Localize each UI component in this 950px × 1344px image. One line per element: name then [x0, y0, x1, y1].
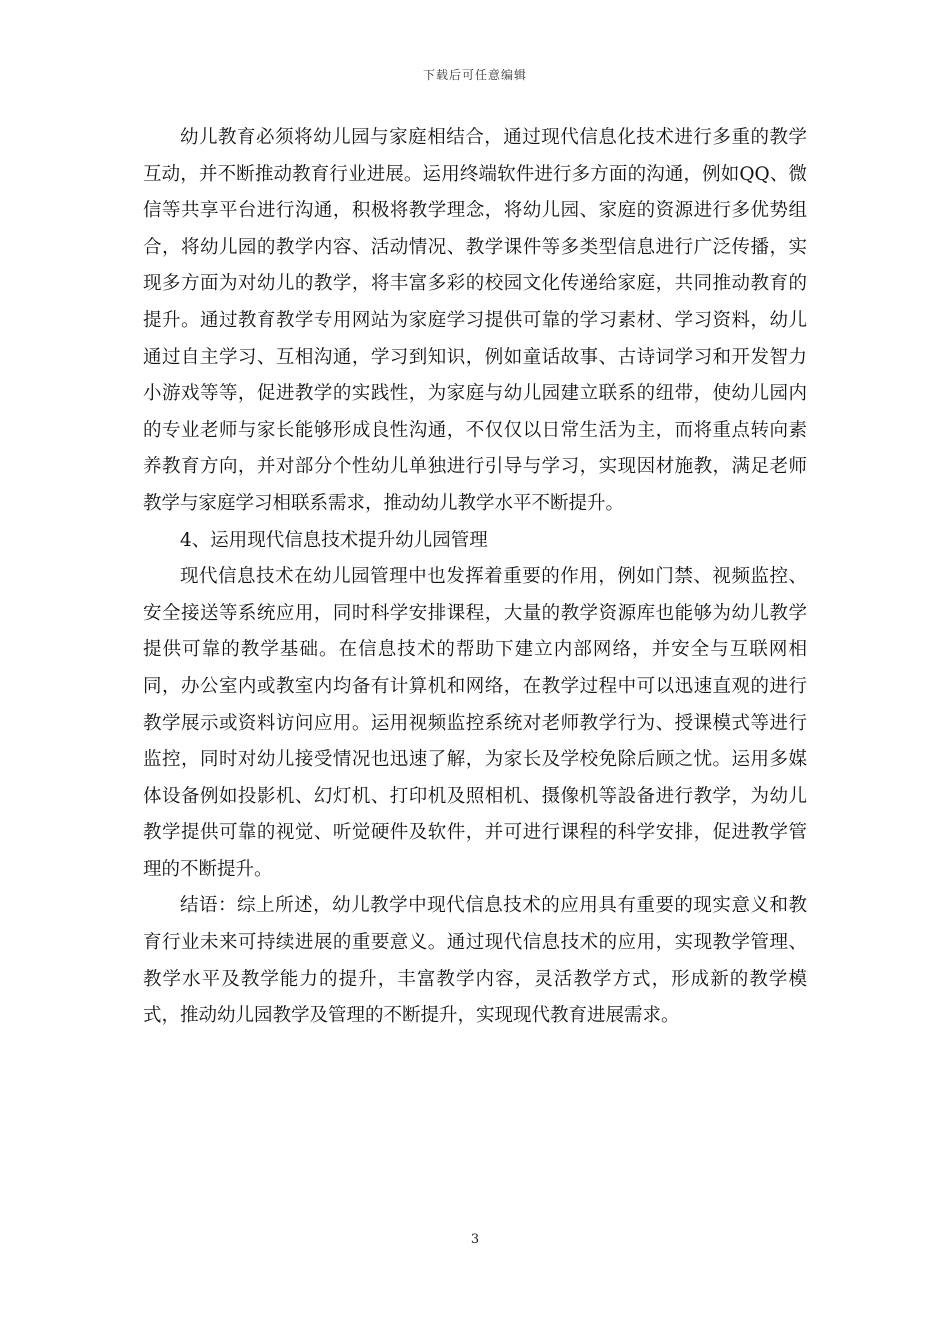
page-header: 下载后可任意编辑: [422, 68, 527, 82]
page-number: 3: [470, 1232, 480, 1247]
paragraph-home-school-interaction: 幼儿教育必须将幼儿园与家庭相结合，通过现代信息化技术进行多重的教学互动，并不断推动教育行业进展。运用终端软件进行多方面的沟通，例如QQ、微信等共享平台进行沟通，积极将教学理念，将幼儿园、家庭的资源进行多优势组合，将幼儿园的教学内容、活动情况、教学课件等多类型信息进行广泛传播，实现多方面为对幼儿的教学，将丰富多彩的校园文化传递给家庭，共同推动教育的提升。通过教育教学专用网站为家庭学习提供可靠的学习素材、学习资料，幼儿通过自主学习、互相沟通，学习到知识，例如童话故事、古诗词学习和开发智力小游戏等等，促进教学的实践性，为家庭与幼儿园建立联系的纽带，使幼儿园内的专业老师与家长能够形成良性沟通，不仅仅以日常生活为主，而将重点转向素养教育方向，并对部分个性幼儿单独进行引导与学习，实现因材施教，满足老师教学与家庭学习相联系需求，推动幼儿教学水平不断提升。: [143, 127, 807, 514]
section-heading-management: 4、运用现代信息技术提升幼儿园管理: [180, 529, 488, 551]
paragraph-management: 现代信息技术在幼儿园管理中也发挥着重要的作用，例如门禁、视频监控、安全接送等系统应用，同时科学安排课程，大量的教学资源库也能够为幼儿教学提供可靠的教学基础。在信息技术的帮助下建立内部网络，并安全与互联网相同，办公室内或教室内均备有计算机和网络，在教学过程中可以迅速直观的进行教学展示或资料访问应用。运用视频监控系统对老师教学行为、授课模式等进行监控，同时对幼儿接受情况也迅速了解，为家长及学校免除后顾之忧。运用多媒体设备例如投影机、幻灯机、打印机及照相机、摄像机等設备进行教学，为幼儿教学提供可靠的视觉、听觉硬件及软件，并可进行课程的科学安排，促进教学管理的不断提升。: [143, 566, 807, 880]
paragraph-conclusion: 结语：综上所述，幼儿教学中现代信息技术的应用具有重要的现实意义和教育行业未来可持续进展的重要意义。通过现代信息技术的应用，实现教学管理、教学水平及教学能力的提升，丰富教学内容，灵活教学方式，形成新的教学模式，推动幼儿园教学及管理的不断提升，实现现代教育进展需求。: [143, 895, 807, 1027]
body-text: [143, 120, 807, 1035]
